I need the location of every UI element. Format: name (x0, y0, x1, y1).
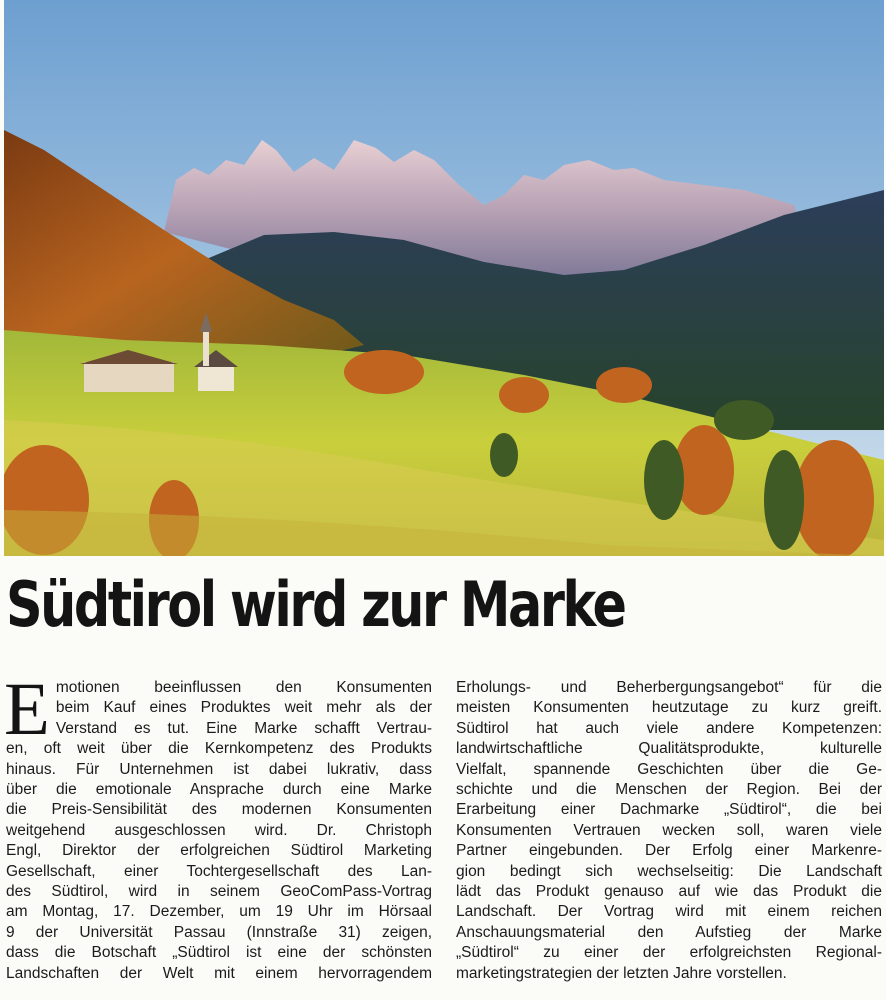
body-line: Anschauungsmaterial den Aufstieg der Marke (456, 923, 882, 941)
article-column-left (4, 668, 432, 984)
body-line: en, oft weit über die Kernkompetenz des Produkts (6, 740, 432, 758)
body-line: weitgehend ausgeschlossen wird. Dr. Christoph (6, 821, 432, 839)
body-line: schichte und die Menschen der Region. Bei der (456, 781, 882, 799)
body-line: Landschaften der Welt mit einem hervorragendem (6, 964, 432, 982)
body-line: Partner eingebunden. Der Erfolg einer Markenre- (456, 842, 882, 860)
body-line: über die emotionale Ansprache durch eine Marke (6, 781, 432, 799)
body-line: gion bedingt sich wechselseitig: Die Landschaft (456, 862, 882, 880)
body-line: meisten Konsumenten heutzutage zu kurz greift. (456, 699, 882, 717)
body-line: Südtirol hat auch viele andere Kompetenzen: (456, 719, 882, 737)
drop-cap: E (4, 668, 50, 751)
body-line: am Montag, 17. Dezember, um 19 Uhr im Hörsaal (6, 903, 432, 921)
body-line: Konsumenten Vertrauen wecken soll, waren viele (456, 821, 882, 839)
article-photo (4, 0, 884, 556)
body-line: „Südtirol“ zu einer der erfolgreichsten Regional- (456, 944, 882, 962)
article-headline: Südtirol wird zur Marke (6, 568, 625, 641)
body-line: motionen beeinflussen den Konsumenten (55, 679, 432, 696)
body-line: Landschaft. Der Vortrag wird mit einem reichen (456, 903, 882, 921)
body-line: Erholungs- und Beherbergungsangebot“ für die (456, 679, 882, 696)
body-line: marketingstrategien der letzten Jahre vorstellen. (456, 964, 787, 982)
article-column-right (456, 678, 882, 984)
body-line: lädt das Produkt genauso auf wie das Produkt die (456, 883, 882, 901)
body-line: Verstand es tut. Eine Marke schafft Vertrau- (55, 719, 432, 737)
body-line: Gesellschaft, einer Tochtergesellschaft des Lan- (6, 862, 432, 880)
body-line: hinaus. Für Unternehmen ist dabei lukrativ, dass (6, 760, 432, 778)
body-line: Engl, Direktor der erfolgreichen Südtirol Marketing (6, 842, 432, 860)
body-line: Vielfalt, spannende Geschichten über die Ge- (456, 760, 882, 778)
body-line: 9 der Universität Passau (Innstraße 31) zeigen, (6, 923, 432, 941)
body-line: des Südtirol, wird in seinem GeoComPass-Vortrag (6, 883, 432, 901)
body-line: die Preis-Sensibilität des modernen Konsumenten (6, 801, 432, 819)
body-line: beim Kauf eines Produktes weit mehr als der (55, 699, 432, 717)
body-line: dass die Botschaft „Südtirol ist eine der schönsten (6, 944, 432, 962)
body-line: Erarbeitung einer Dachmarke „Südtirol“, die bei (456, 801, 882, 819)
body-line: landwirtschaftliche Qualitätsprodukte, kulturelle (456, 740, 882, 758)
